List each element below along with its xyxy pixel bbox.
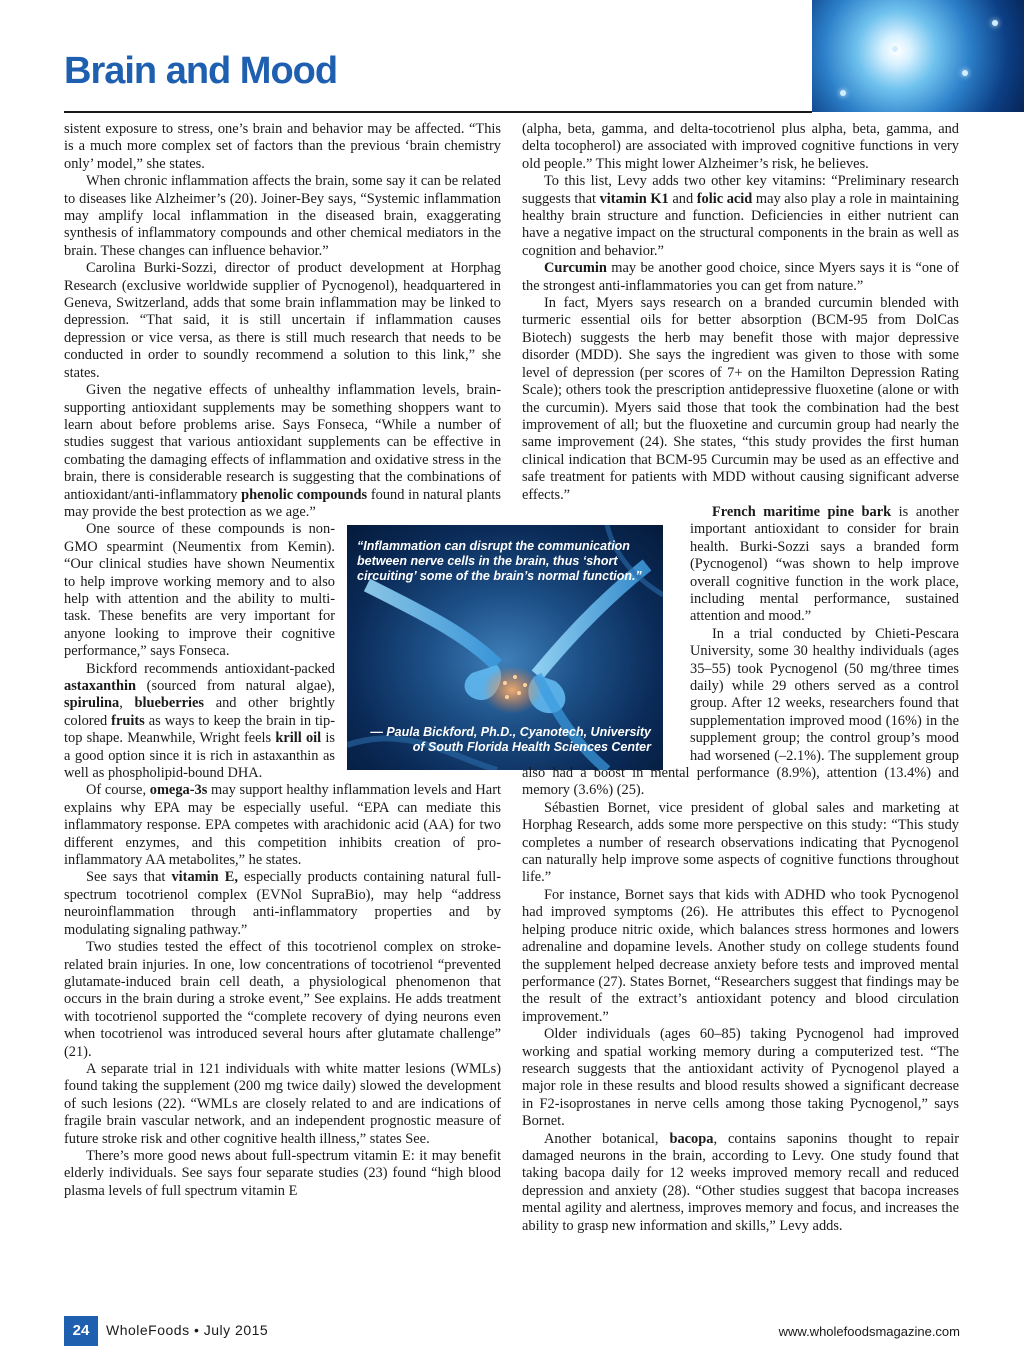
highlighted-term: vitamin K1 bbox=[599, 190, 669, 207]
paragraph-text: Given the negative effects of unhealthy inflammation levels, brain-supporting antioxidant supplements may be something shoppers want to learn about before problems arise. Says Fonseca, “While a number of studies suggest that various antioxidant supplements can be effective in combating the damaging effects of inflammation and oxidative stress in the brain, there is considerable research is suggesting that the combinations of antioxidant/anti-inflammatory bbox=[64, 382, 501, 503]
paragraph-text: One source of these compounds is non-GMO spearmint (Neumentix from Kemin). “Our clinical studies have shown Neumentix to help improve working memory and to also help with attention and the ability to multi-task. These benefits are very important for anyone looking to improve their cognitive performance,” says Fonseca. bbox=[64, 521, 335, 660]
paragraph-text: Bickford recommends antioxidant-packed bbox=[86, 660, 335, 677]
paragraph-text: (alpha, beta, gamma, and delta-tocotrienol plus alpha, beta, gamma, and delta tocopherol) are associated with improved cognitive functions in very old people.” This might lower Alzheimer’s risk, he believes. bbox=[522, 121, 959, 172]
paragraph-text: When chronic inflammation affects the brain, some say it can be related to diseases like Alzheimer’s (20). Joiner-Bey says, “Systemic inflammation may amplify local inflammation in the diseased brain, exaggerating synthesis of inflammatory compounds and other chemical mediators in the brain. These changes can influence behavior.” bbox=[64, 173, 501, 259]
body-paragraph bbox=[522, 1026, 959, 1130]
header-brain-image bbox=[812, 0, 1024, 112]
sparkle-icon bbox=[892, 46, 898, 52]
paragraph-text: is another important antioxidant to consider for brain health. Burki-Sozzi says a branded form (Pycnogenol) “was shown to help improve overall cognitive function in the work place, including mental performance, sustained attention and mood.” bbox=[690, 503, 959, 625]
paragraph-text: Of course, bbox=[86, 782, 150, 799]
body-paragraph bbox=[522, 504, 959, 626]
body-paragraph bbox=[64, 1148, 501, 1200]
paragraph-text: , bbox=[119, 695, 135, 712]
sparkle-icon bbox=[992, 20, 998, 26]
paragraph-text: Carolina Burki-Sozzi, director of product development at Horphag Research (exclusive worldwide supplier of Pycnogenol), headquartered in Geneva, Switzerland, adds that some brain inflammation may be linked to depression. “That said, it is still uncertain if inflammation causes depression or vice versa, as there is still much research that needs to be conducted in order to soundly recommend a solution to this link,” she states. bbox=[64, 260, 501, 381]
paragraph-text: A separate trial in 121 individuals with white matter lesions (WMLs) found taking the supplement (200 mg twice daily) slowed the development of such lesions (22). “WMLs are closely related to and are indications of fragile brain vascular network, and an independent prognostic measure of future stroke risk and other cognitive health illness,” states See. bbox=[64, 1060, 501, 1147]
body-paragraph bbox=[64, 1061, 501, 1148]
paragraph-text: may support healthy inflammation levels and Hart explains why EPA may be especially useful. “EPA can mediate this inflammatory response. EPA competes with arachidonic acid (AA) for two different enzymes, and this competition inhibits creation of pro-inflammatory AA metabolites,” he states. bbox=[64, 782, 501, 869]
body-paragraph bbox=[522, 173, 959, 260]
attribution-line-1: — Paula Bickford, Ph.D., Cyanotech, University bbox=[370, 725, 651, 740]
paragraph-text: is a good option since it is rich in astaxanthin as well as phospholipid-bound DHA. bbox=[64, 730, 335, 782]
right-column bbox=[522, 121, 959, 1235]
paragraph-text: Older individuals (ages 60–85) taking Pycnogenol had improved working and spatial working memory during a computerized test. “The research suggests that the antioxidant activity of Pycnogenol played a major role in these results and blood results showed a significant decrease in F2-isoprostanes in nerve cells among those taking Pycnogenol,” says Bornet. bbox=[522, 1026, 959, 1130]
paragraph-text: In fact, Myers says research on a branded curcumin blended with turmeric essential oils for better absorption (BCM-95 from DolCas Biotech) suggests the herb may benefit those with major depressive disorder (MDD). She says the ingredient was given to those with some level of depression (per scores of 7+ on the Hamilton Depression Rating Scale); others took the prescription antidepressive fluoxetine (alone or with the curcumin). Myers said those that took the combination had the best improvement of all; but the fluoxetine and curcumin group had nearly the same improvement (24). She states, “this study provides the first human clinical indication that BCM-95 Curcumin may be used as an effective and safe treatment for patients with MDD without causing significant adverse effects.” bbox=[522, 295, 959, 503]
paragraph-text: sistent exposure to stress, one’s brain and behavior may be affected. “This is a much more complex set of factors than the previous ‘brain chemistry only’ model,” she states. bbox=[64, 121, 501, 172]
body-paragraph bbox=[64, 121, 501, 173]
paragraph-text: found in natural plants may provide the best protection as we age.” bbox=[64, 486, 501, 520]
highlighted-term: astaxanthin bbox=[64, 678, 136, 694]
highlighted-term: vitamin E, bbox=[171, 869, 238, 886]
paragraph-text: , contains saponins thought to repair damaged neurons in the brain, according to Levy. One study found that taking bacopa daily for 12 weeks improved memory recall and reduced depression and anxiety (28). “Other studies suggest that bacopa increases mental agility and alertness, improves memory and focus, and increases the ability to grasp new information and skills,” Levy adds. bbox=[522, 1130, 959, 1234]
header-divider bbox=[64, 111, 812, 113]
paragraph-text: For instance, Bornet says that kids with ADHD who took Pycnogenol had improved symptoms (26). He attributes this effect to Pycnogenol helping produce nitric oxide, which balances stress hormones and lowers adrenaline and dopamine levels. Another study on college students found the supplement helped decrease anxiety before tests and improved mental performance (27). States Bornet, “Researchers suggest that findings may be the result of the extract’s antioxidant potency and blood circulation improvement.” bbox=[522, 886, 959, 1025]
highlighted-term: folic acid bbox=[696, 190, 753, 207]
body-paragraph bbox=[522, 121, 959, 173]
body-paragraph bbox=[64, 782, 501, 869]
paragraph-text: Two studies tested the effect of this tocotrienol complex on stroke-related brain injuries. In one, low concentrations of tocotrienol “prevented glutamate-induced brain cell death, a physiological phenomenon that occurs in the brain during a stroke event,” See explains. He adds treatment with tocotrienol supported the “complete recovery of dying neurons even when tocotrienol was introduced several hours after glutamate challenge” (21). bbox=[64, 939, 501, 1060]
pull-quote-text: “Inflammation can disrupt the communication between nerve cells in the brain, thus ‘short circuiting’ some of the brain’s normal function.” bbox=[357, 539, 642, 584]
body-paragraph bbox=[64, 173, 501, 260]
sparkle-icon bbox=[962, 70, 968, 76]
highlighted-term: omega-3s bbox=[149, 782, 208, 799]
highlighted-term: phenolic compounds bbox=[241, 486, 368, 503]
paragraph-text: (sourced from natural algae), bbox=[135, 678, 335, 694]
body-paragraph bbox=[522, 1131, 959, 1235]
page-title: Brain and Mood bbox=[64, 50, 338, 92]
body-paragraph bbox=[64, 260, 501, 382]
magazine-url[interactable]: www.wholefoodsmagazine.com bbox=[778, 1324, 960, 1339]
paragraph-text: especially products containing natural full-spectrum tocotrienol complex (EVNol SupraBio), may help “address neuroinflammation through anti-inflammatory properties and by modulating signaling pathway.” bbox=[64, 869, 501, 938]
highlighted-term: French maritime pine bark bbox=[712, 503, 892, 520]
paragraph-text: Another botanical, bbox=[544, 1130, 670, 1147]
attribution-line-2: of South Florida Health Sciences Center bbox=[412, 740, 651, 755]
paragraph-text: and bbox=[668, 190, 697, 207]
paragraph-text: Sébastien Bornet, vice president of global sales and marketing at Horphag Research, adds some more perspective on this study: “This study completes a number of research observations indicating that Pycnogenol can naturally help improve some aspects of cognitive functions throughout life.” bbox=[522, 799, 959, 886]
body-paragraph bbox=[64, 869, 501, 939]
body-paragraph bbox=[522, 800, 959, 887]
body-paragraph bbox=[522, 295, 959, 504]
highlighted-term: spirulina bbox=[64, 695, 120, 712]
sparkle-icon bbox=[840, 90, 846, 96]
paragraph-text: as ways to keep the brain in tip-top shape. Meanwhile, Wright feels bbox=[64, 712, 335, 747]
body-paragraph bbox=[522, 626, 959, 800]
highlighted-term: bacopa bbox=[669, 1130, 714, 1147]
page-number-badge: 24 bbox=[64, 1316, 98, 1346]
magazine-issue: WholeFoods • July 2015 bbox=[106, 1322, 269, 1338]
paragraph-text: In a trial conducted by Chieti-Pescara University, some 30 healthy individuals (ages 35–55) took Pycnogenol (50 mg/three times daily) while 29 others served as a control group. After 12 weeks, researchers found that supplementation improved mood (16%) in the supplement group; the control group’s mood had worsened (–2.1%). The supplement group also had a boost in mental performance (8.9%), attention (13.4%) and memory (3.6%) (25). bbox=[522, 625, 959, 799]
paragraph-text: may be another good choice, since Myers says it is “one of the strongest anti-inflammatories you can get from nature.” bbox=[522, 260, 959, 294]
body-paragraph bbox=[64, 939, 501, 1061]
body-paragraph bbox=[522, 887, 959, 1026]
body-paragraph bbox=[522, 260, 959, 295]
highlighted-term: Curcumin bbox=[544, 260, 607, 277]
paragraph-text: and other brightly colored bbox=[64, 695, 335, 729]
paragraph-text: There’s more good news about full-spectrum vitamin E: it may benefit elderly individuals. See says four separate studies (23) found “high blood plasma levels of full spectrum vitamin E bbox=[64, 1147, 501, 1199]
paragraph-text: may also play a role in maintaining healthy brain structure and function. Deficiencies in either nutrient can have a negative impact on the structural components in the brain as well as cognition and behavior.” bbox=[522, 190, 959, 259]
highlighted-term: blueberries bbox=[134, 695, 205, 712]
paragraph-text: See says that bbox=[86, 869, 172, 886]
highlighted-term: krill oil bbox=[275, 730, 322, 747]
body-paragraph bbox=[64, 382, 501, 521]
paragraph-text: To this list, Levy adds two other key vitamins: “Preliminary research suggests that bbox=[522, 173, 959, 207]
highlighted-term: fruits bbox=[111, 712, 145, 729]
